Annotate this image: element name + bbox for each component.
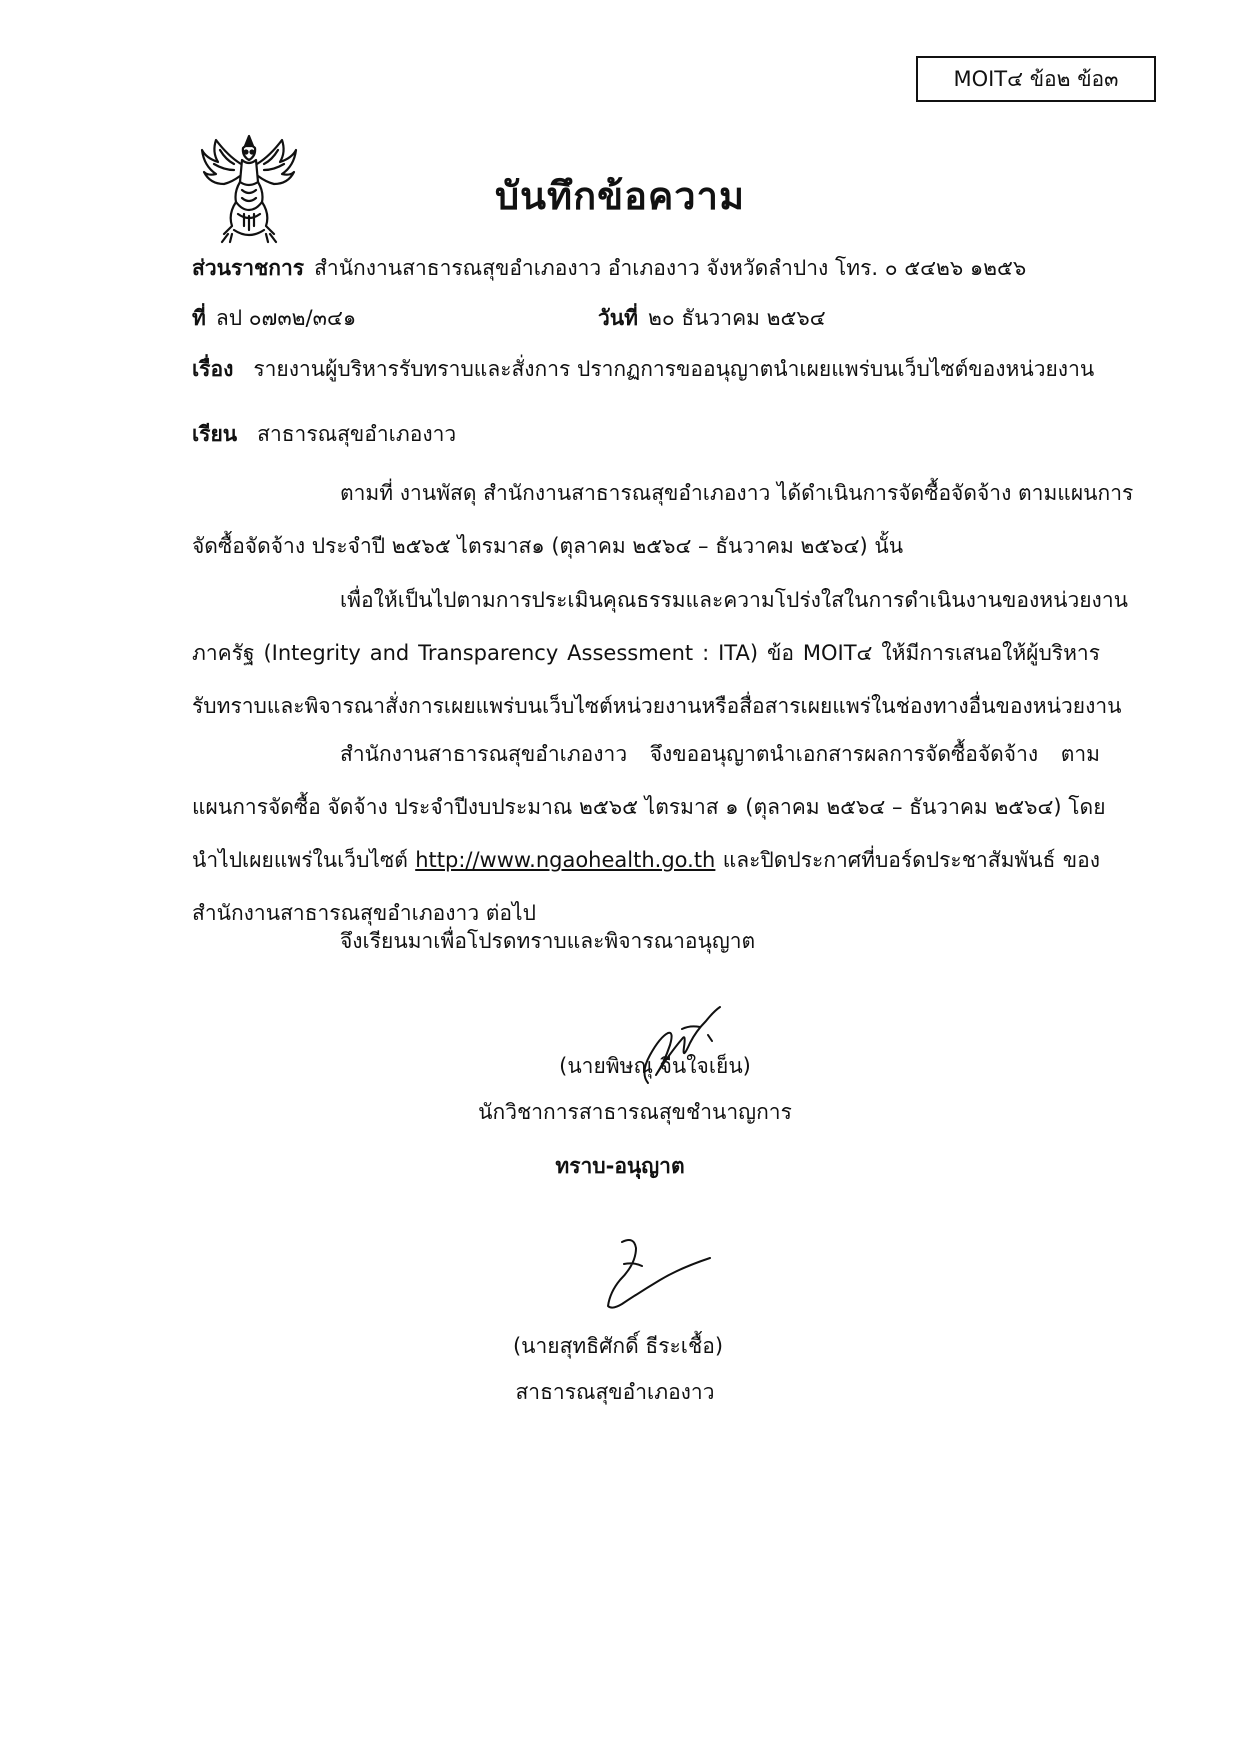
paragraph-line: รับทราบและพิจารณาสั่งการเผยแพร่บนเว็บไซต์หน่วยงานหรือสื่อสารเผยแพร่ในช่องทางอื่นของหน่วยงาน [192,694,1122,718]
document-title: บันทึกข้อความ [494,174,746,218]
date-value: ๒๐ ธันวาคม ๒๕๖๔ [648,306,826,330]
subject-line [192,353,1094,386]
date-label: วันที่ [598,306,638,330]
agency-line [192,252,1026,285]
paragraph-text: นำไปเผยแพร่ในเว็บไซต์ [192,848,408,872]
paragraph-line: จัดซื้อจัดจ้าง ประจำปี ๒๕๖๕ ไตรมาส๑ (ตุลาคม ๒๕๖๔ – ธันวาคม ๒๕๖๔) นั้น [192,534,904,558]
signer-1-name: (นายพิษณุ จีนใจเย็น) [559,1054,751,1078]
date-line [598,302,826,335]
website-link[interactable]: http://www.ngaohealth.go.th [415,848,716,872]
paragraph-3 [192,728,1106,940]
signature-2-icon [600,1234,712,1314]
paragraph-line: ตามที่ งานพัสดุ สำนักงานสาธารณสุขอำเภองาว ได้ดำเนินการจัดซื้อจัดจ้าง ตามแผนการ [340,481,1134,505]
agency-value: สำนักงานสาธารณสุขอำเภองาว อำเภองาว จังหวัดลำปาง โทร. ๐ ๕๔๒๖ ๑๒๕๖ [314,256,1027,280]
signer-2-name: (นายสุทธิศักดิ์ ธีระเชื้อ) [512,1334,724,1358]
paragraph-line: ภาครัฐ (Integrity and Transparency Assessment : ITA) ข้อ MOIT๔ ให้มีการเสนอให้ผู้บริหาร [192,641,1100,665]
subject-value: รายงานผู้บริหารรับทราบและสั่งการ ปรากฏการขออนุญาตนำเผยแพร่บนเว็บไซต์ของหน่วยงาน [253,357,1095,381]
reference-box: MOIT๔ ข้อ๒ ข้อ๓ [916,56,1156,102]
closing-text: จึงเรียนมาเพื่อโปรดทราบและพิจารณาอนุญาต [340,929,756,953]
paragraph-line: สำนักงานสาธารณสุขอำเภองาว ต่อไป [192,901,536,925]
paragraph-text: และปิดประกาศที่บอร์ดประชาสัมพันธ์ ของ [722,848,1100,872]
subject-label: เรื่อง [192,357,234,381]
salutation-value: สาธารณสุขอำเภองาว [257,422,457,446]
salutation-label: เรียน [192,422,238,446]
ref-label: ที่ [192,306,206,330]
paragraph-2 [192,574,1128,733]
signer-1-position: นักวิชาการสาธารณสุขชำนาญการ [478,1100,792,1124]
ref-line [192,302,356,335]
salutation-line [192,418,456,451]
paragraph-line: สำนักงานสาธารณสุขอำเภองาว จึงขออนุญาตนำเอกสารผลการจัดซื้อจัดจ้าง ตาม [340,742,1100,766]
paragraph-line: เพื่อให้เป็นไปตามการประเมินคุณธรรมและความโปร่งใสในการดำเนินงานของหน่วยงาน [340,588,1128,612]
agency-label: ส่วนราชการ [192,256,305,280]
ref-value: ลป ๐๗๓๒/๓๔๑ [215,306,357,330]
paragraph-line: แผนการจัดซื้อ จัดจ้าง ประจำปีงบประมาณ ๒๕๖๕ ไตรมาส ๑ (ตุลาคม ๒๕๖๔ – ธันวาคม ๒๕๖๔) โดย [192,795,1106,819]
approval-label: ทราบ-อนุญาต [555,1154,685,1178]
signer-2-position: สาธารณสุขอำเภองาว [515,1380,715,1404]
paragraph-line [192,834,1100,887]
paragraph-1 [192,467,1134,573]
